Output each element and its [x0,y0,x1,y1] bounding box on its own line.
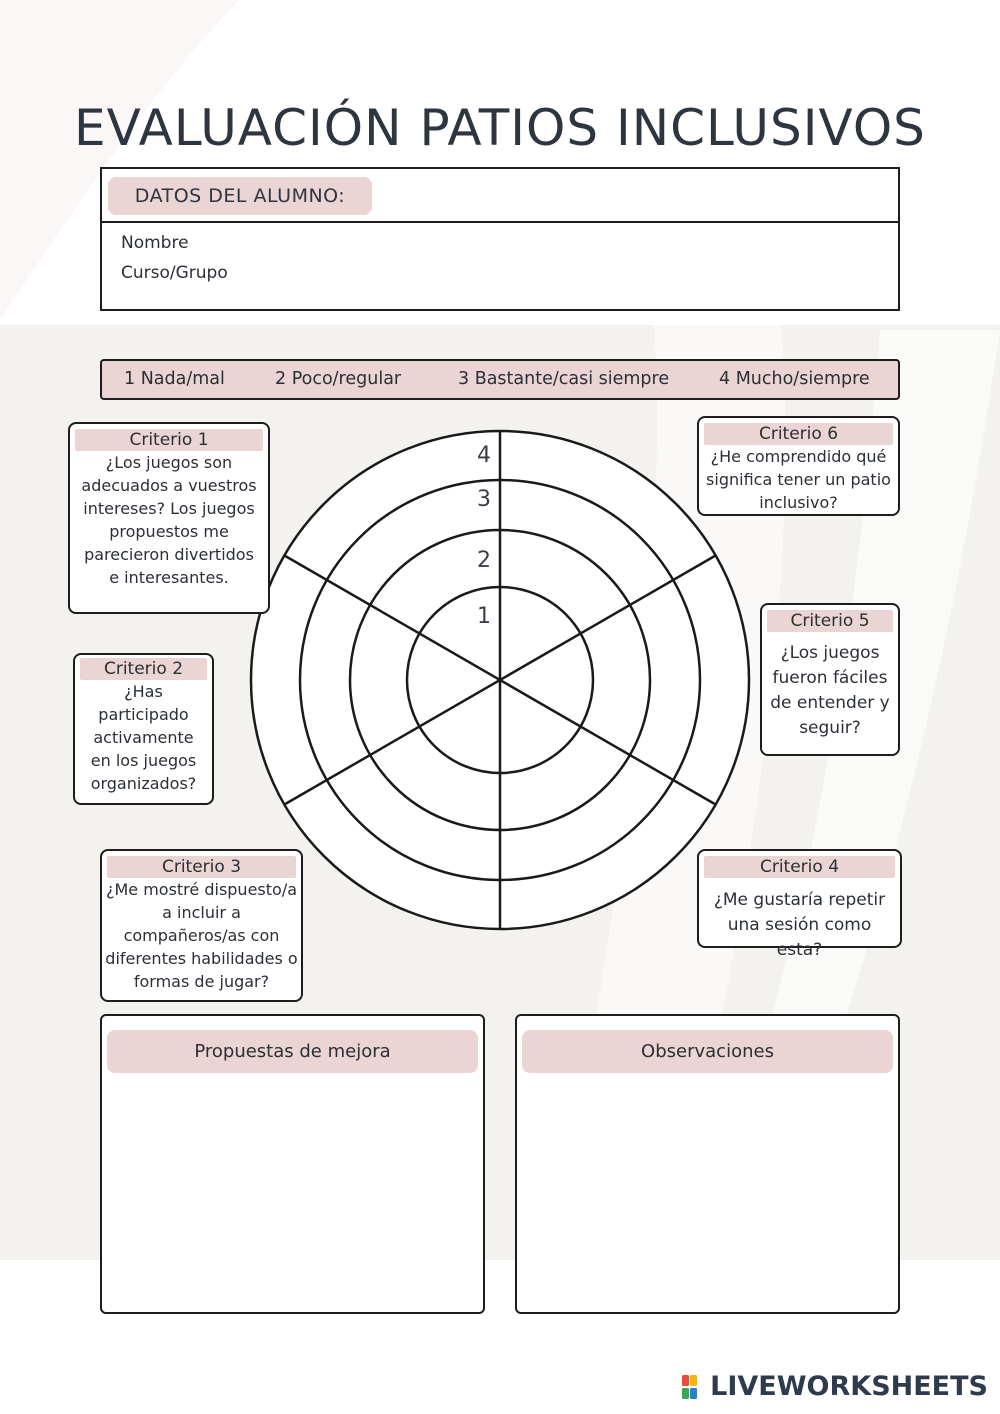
student-box-divider [102,221,898,223]
observations-box[interactable] [515,1014,900,1314]
criterion-1-card [68,422,270,614]
criterion-5-title: Criterio 5 [767,610,893,632]
criterion-1-text: ¿Los juegos son adecuados a vuestros intereses? Los juegos propuestos me parecieron divertidos e interesantes. [81,453,257,587]
proposals-box[interactable] [100,1014,485,1314]
criterion-6-title: Criterio 6 [704,423,893,445]
criterion-2-text: ¿Has participado activamente en los juegos organizados? [90,682,197,793]
ring-label-1: 1 [477,604,491,629]
name-label: Nombre [121,233,189,253]
rating-scale-legend [100,359,900,400]
criterion-4-text: ¿Me gustaría repetir una sesión como esta? [713,890,886,960]
criterion-1-title: Criterio 1 [75,429,263,451]
name-field[interactable] [202,233,882,259]
criterion-2-title: Criterio 2 [80,658,207,680]
group-label: Curso/Grupo [121,263,228,283]
criterion-5-card [760,603,900,756]
observations-title: Observaciones [522,1030,893,1073]
criterion-6-text: ¿He comprendido qué significa tener un patio inclusivo? [706,447,891,512]
logo-block-3 [682,1388,689,1399]
criterion-3-text: ¿Me mostré dispuesto/a a incluir a compañeros/as con diferentes habilidades o formas de jugar? [105,880,298,991]
scale-item-2: 2 Poco/regular [275,369,402,389]
criterion-3-card [100,849,303,1002]
liveworksheets-logo [682,1371,988,1402]
scale-item-1: 1 Nada/mal [124,369,225,389]
criterion-2-card [73,653,214,805]
criterion-3-title: Criterio 3 [107,856,296,878]
proposals-title: Propuestas de mejora [107,1030,478,1073]
liveworksheets-logo-text: LIVEWORKSHEETS [710,1371,988,1402]
ring-label-3: 3 [477,487,491,512]
criterion-4-card [697,849,902,960]
liveworksheets-logo-icon [682,1375,706,1399]
ring-label-2: 2 [477,548,491,573]
student-data-header: DATOS DEL ALUMNO: [108,177,372,215]
criterion-4-title: Criterio 4 [704,856,895,878]
logo-block-1 [682,1375,689,1386]
page-title: EVALUACIÓN PATIOS INCLUSIVOS [74,99,926,157]
scale-item-4: 4 Mucho/siempre [719,369,870,389]
rating-wheel[interactable] [249,429,751,931]
logo-block-2 [690,1375,697,1386]
student-data-box [100,167,900,311]
ring-label-4: 4 [477,443,491,468]
logo-block-4 [690,1388,697,1399]
group-field[interactable] [242,263,882,289]
criterion-5-text: ¿Los juegos fueron fáciles de entender y seguir? [770,643,890,738]
criterion-6-card [697,416,900,516]
scale-item-3: 3 Bastante/casi siempre [458,369,670,389]
